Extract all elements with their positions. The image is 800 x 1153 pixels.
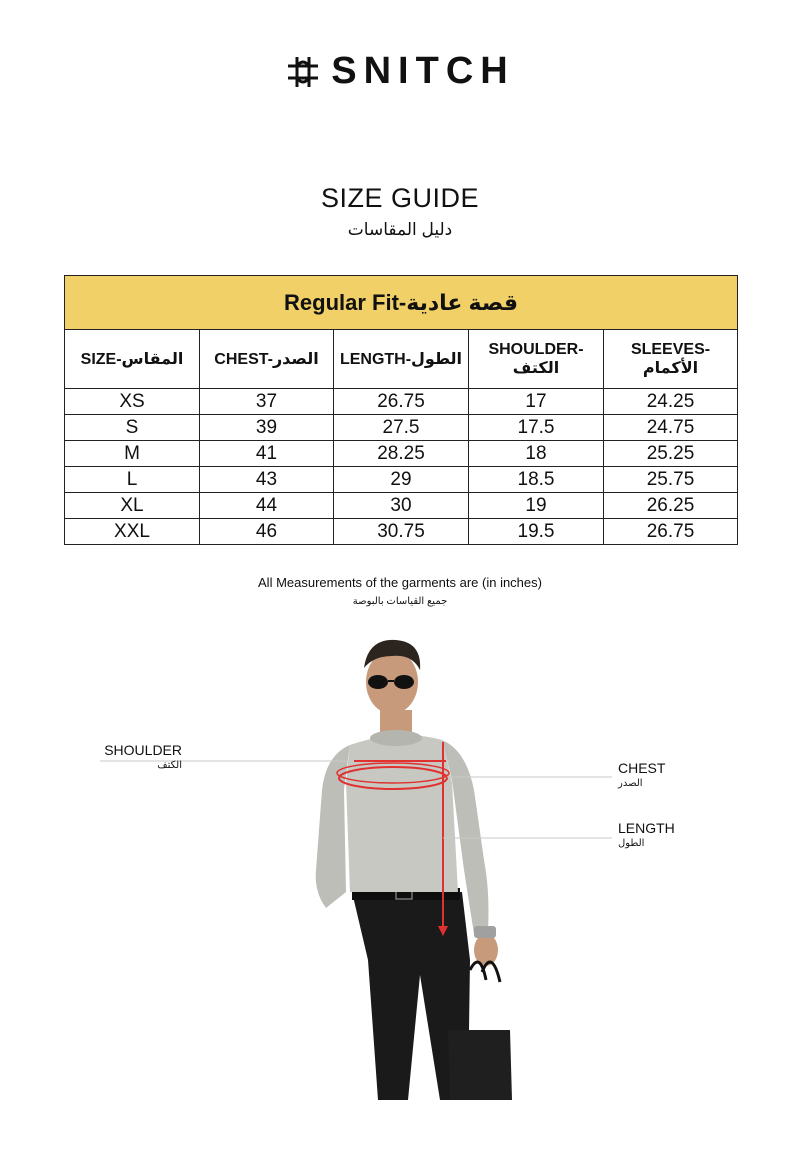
cell-size: L — [65, 467, 200, 493]
cell-sleeves: 24.25 — [604, 389, 738, 415]
cell-size: XS — [65, 389, 200, 415]
measurement-note: All Measurements of the garments are (in inches) — [258, 575, 542, 590]
table-row — [65, 415, 738, 441]
cell-chest: 37 — [200, 389, 334, 415]
table-row — [65, 389, 738, 415]
callout-length-arabic: الطول — [618, 838, 645, 849]
cell-size: M — [65, 441, 200, 467]
page-title-arabic: دليل المقاسات — [347, 220, 453, 239]
model-photo-illustration — [0, 630, 800, 1148]
table-row — [65, 519, 738, 545]
cell-shoulder: 19.5 — [469, 519, 604, 545]
cell-chest: 39 — [200, 415, 334, 441]
page-title: SIZE GUIDE — [320, 183, 480, 213]
cell-shoulder: 18.5 — [469, 467, 604, 493]
column-header-length: LENGTH-الطول — [334, 330, 469, 389]
hash-knot-icon — [285, 54, 321, 90]
column-header-row — [65, 330, 738, 389]
callout-shoulder — [92, 742, 182, 771]
cell-chest: 43 — [200, 467, 334, 493]
cell-size: S — [65, 415, 200, 441]
fit-label: Regular Fit-قصة عادية — [65, 276, 738, 330]
cell-sleeves: 25.75 — [604, 467, 738, 493]
cell-sleeves: 26.75 — [604, 519, 738, 545]
column-header-sleeves: SLEEVES- الأكمام — [604, 330, 738, 389]
column-header-chest: CHEST-الصدر — [200, 330, 334, 389]
cell-size: XL — [65, 493, 200, 519]
table-row — [65, 441, 738, 467]
callout-shoulder-arabic: الكتف — [157, 760, 182, 771]
callout-length-label: LENGTH — [618, 820, 675, 836]
cell-chest: 44 — [200, 493, 334, 519]
callout-chest — [618, 760, 665, 789]
cell-chest: 41 — [200, 441, 334, 467]
callout-chest-arabic: الصدر — [618, 778, 643, 789]
cell-shoulder: 17 — [469, 389, 604, 415]
callout-length — [618, 820, 675, 849]
brand-name: SNITCH — [331, 50, 515, 92]
callout-chest-label: CHEST — [618, 760, 666, 776]
model-figure — [0, 630, 800, 1148]
callout-shoulder-label: SHOULDER — [104, 742, 182, 758]
fit-header-row — [65, 276, 738, 330]
measurement-note-arabic: جميع القياسات بالبوصة — [352, 596, 448, 607]
cell-sleeves: 26.25 — [604, 493, 738, 519]
cell-shoulder: 17.5 — [469, 415, 604, 441]
cell-length: 29 — [334, 467, 469, 493]
column-header-size: SIZE-المقاس — [65, 330, 200, 389]
cell-sleeves: 24.75 — [604, 415, 738, 441]
cell-size: XXL — [65, 519, 200, 545]
column-header-shoulder: SHOULDER- الكتف — [469, 330, 604, 389]
cell-length: 30 — [334, 493, 469, 519]
cell-chest: 46 — [200, 519, 334, 545]
size-table — [64, 275, 738, 545]
cell-sleeves: 25.25 — [604, 441, 738, 467]
cell-length: 30.75 — [334, 519, 469, 545]
table-row — [65, 467, 738, 493]
brand-logo — [0, 50, 800, 93]
cell-length: 28.25 — [334, 441, 469, 467]
cell-length: 26.75 — [334, 389, 469, 415]
cell-shoulder: 18 — [469, 441, 604, 467]
table-row — [65, 493, 738, 519]
cell-shoulder: 19 — [469, 493, 604, 519]
cell-length: 27.5 — [334, 415, 469, 441]
